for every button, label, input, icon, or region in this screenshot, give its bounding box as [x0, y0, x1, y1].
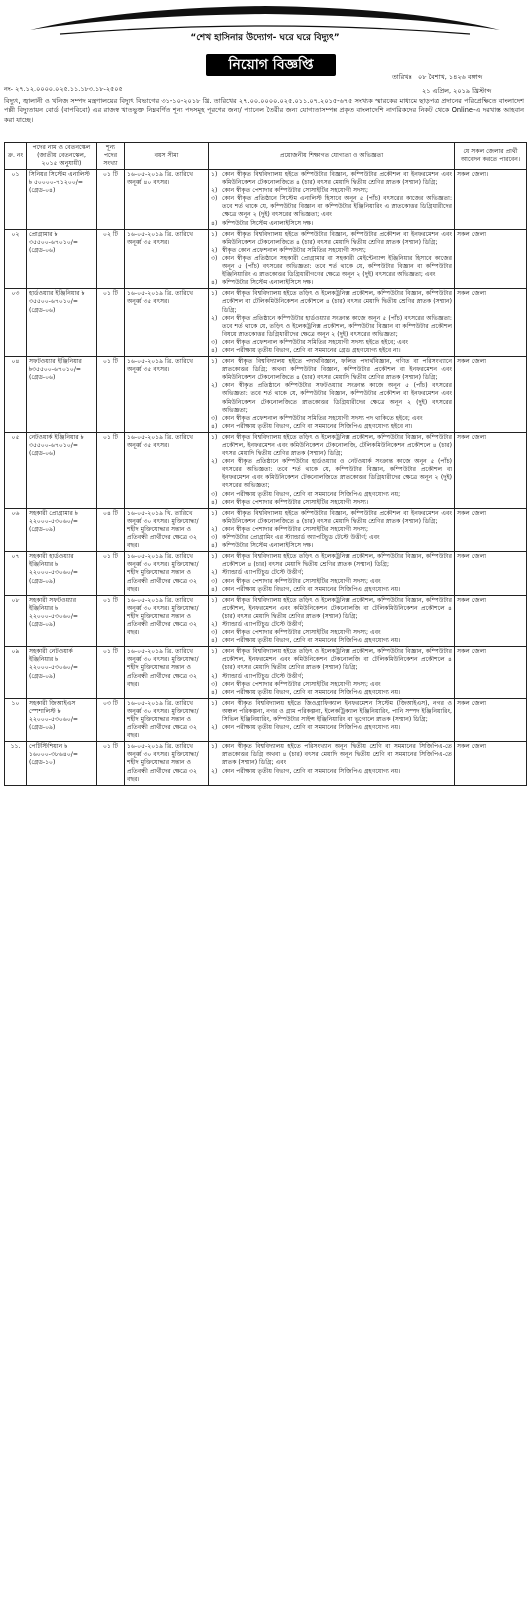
vacancy-count: ০১ টি [97, 357, 125, 433]
table-header-row [5, 143, 527, 170]
age-limit: ১৬-০৫-২০১৯ খ্রি. তারিখে অনূর্ধ্ব ৩৫ বৎসর। [125, 289, 209, 357]
qualification-cell [209, 698, 455, 741]
qualification-item-text: কোন পরীক্ষায় তৃতীয় বিভাগ, শ্রেণি বা সমমানের সিজিপিএ গ্রহণযোগ্য নয়; [222, 490, 401, 498]
post-name-scale: সহকারী সফটওয়্যার ইঞ্জিনিয়ার ৳ ২২০০০-৫৩০৬০/= (গ্রেড-০৯) [27, 595, 97, 647]
qualification-item-text: কোন স্বীকৃত বিশ্ববিদ্যালয় হইতে তড়িৎ ও ইলেকট্রনিক্স প্রকৌশল, কম্পিউটার বিজ্ঞান, কম্পিউটার প্রকৌশল, ইনফরমেশন এবং কমিউনিকেশন টেকনোলজি, টেলিকমিউনিকেশন প্রকৌশলে ৪ (চার) বৎসর মেয়াদি দ্বিতীয় শ্রেণির স্নাতক (সম্মান) ডিগ্রি; [222, 433, 452, 458]
qualification-item-number: ১) [211, 171, 218, 178]
qualification-item-number: ৩) [211, 629, 218, 637]
header-district: যে সকল জেলার প্রার্থী আবেদন করতে পারবেন। [455, 143, 527, 170]
post-name-scale: সহকারী জিআইএস স্পেশালিস্ট ৳ ২২০০০-৫৩০৬০/= (গ্রেড-০৯) [27, 698, 97, 741]
qualification-item-number: ৪) [211, 585, 218, 593]
qualification-item-text: কোন পরীক্ষায় তৃতীয় বিভাগ, শ্রেণি বা সমমানের সিজিপিএ গ্রহণযোগ্য হইবে না। [222, 422, 413, 430]
table-row [5, 170, 527, 230]
qualification-item-number: ২) [211, 767, 218, 775]
vacancy-count: ০২ টি [97, 229, 125, 289]
age-limit: ১৬-০৫-২০১৯ খ্রি. তারিখে অনূর্ধ্ব ৩০ বৎসর। মুক্তিযোদ্ধা/ শহীদ মুক্তিযোদ্ধার সন্তান ও প্রতিবন্ধী প্রার্থীদের ক্ষেত্রে ৩২ বছর। [125, 647, 209, 699]
qualification-item [211, 700, 452, 724]
qualification-item-text: কোন স্বীকৃত পেশাদার কম্পিউটার সোসাইটির সহযোগী সদস্য; এবং [222, 629, 381, 637]
table-row [5, 552, 527, 595]
date-english: ২১ এপ্রিল, ২০১৯ খ্রিস্টাব্দ [422, 87, 492, 95]
qualification-item [211, 569, 452, 577]
qualification-item [211, 724, 452, 732]
post-name-scale: সহকারী হার্ডওয়্যার ইঞ্জিনিয়ার ৳ ২২০০০-৫৩০৬০/= (গ্রেড-০৯) [27, 552, 97, 595]
qualification-item-number: ১) [211, 743, 218, 751]
age-limit: ১৬-০৫-২০১৯ খ্রি. তারিখে অনূর্ধ্ব ৩০ বৎসর। মুক্তিযোদ্ধা/ শহীদ মুক্তিযোদ্ধার সন্তান ও প্রতিবন্ধী প্রার্থীদের ক্ষেত্রে ৩২ বছর। [125, 552, 209, 595]
qualification-item-text: কোন পরীক্ষায় তৃতীয় বিভাগ, শ্রেণি বা সমমানের সিজিপিএ গ্রহণযোগ্য নয়। [222, 767, 401, 775]
qualification-item [211, 597, 452, 621]
qualification-item [211, 247, 452, 255]
qualification-item-text: কোন পরীক্ষায় তৃতীয় বিভাগ, শ্রেণি বা সমমানের সিজিপিএ গ্রহণযোগ্য নয়। [222, 637, 401, 645]
vacancy-count: ০১ টি [97, 647, 125, 699]
qualification-item-text: কোন পরীক্ষায় তৃতীয় বিভাগ, শ্রেণি বা সমমানের সিজিপিএ গ্রহণযোগ্য নয়। [222, 724, 401, 732]
qualification-item [211, 491, 452, 499]
qualification-item-number: ২) [211, 246, 218, 254]
qualification-item-number: ৩) [211, 414, 218, 422]
qualification-item-number: ৪) [211, 498, 218, 506]
age-limit: ১৬-০৫-২০১৯ খ্রি. তারিখে অনূর্ধ্ব ৪০ বৎসর। [125, 170, 209, 230]
qualification-cell [209, 742, 455, 785]
qualification-item [211, 534, 452, 542]
qualification-item [211, 195, 452, 219]
post-name-scale: সহকারী প্রোগ্রামার ৳ ২২০০০-৫৩০৬০/= (গ্রেড-০৯) [27, 508, 97, 551]
qualification-item [211, 279, 452, 287]
age-limit: ১৬-০৫-২০১৯ খ্রি. তারিখে অনূর্ধ্ব ৩৫ বৎসর। [125, 357, 209, 433]
eligible-districts: সকল জেলা [455, 647, 527, 699]
qualification-item [211, 171, 452, 187]
qualification-item [211, 347, 452, 355]
qualification-item [211, 586, 452, 594]
qualification-item-number: ৩) [211, 680, 218, 688]
qualification-item-text: স্বীকৃত কোন প্রফেশনাল কম্পিউটার সমিতির সহযোগী সদস্য; [222, 246, 366, 254]
row-number: ০৮ [5, 595, 27, 647]
qualification-item-text: স্ট্যান্ডার্ড এ্যাপটিচুড টেস্টে উত্তীর্ণ; [222, 569, 304, 577]
qualification-item [211, 382, 452, 414]
table-row [5, 595, 527, 647]
qualification-item-number: ২) [211, 724, 218, 732]
memo-number: নং- ২৭.১২.০০০০.০২৫.১১.১৮৩.১৮-২৫০৫ [4, 85, 123, 93]
vacancy-count: ০১ টি [97, 742, 125, 785]
qualification-cell [209, 170, 455, 230]
qualification-item-number: ১) [211, 648, 218, 656]
qualification-item-text: কোন স্বীকৃত প্রফেশনাল কম্পিউটার সমিতির সহযোগী সদস্য পদ থাকিতে হইবে; এবং [222, 414, 423, 422]
qualification-item-number: ১) [211, 553, 218, 561]
post-name-scale: হার্ডওয়্যার ইঞ্জিনিয়ার ৳ ৩৫৫০০-৬৭০১০/= (গ্রেড-০৬) [27, 289, 97, 357]
vacancy-count: ০১ টি [97, 552, 125, 595]
qualification-item-number: ৪) [211, 542, 218, 550]
age-limit: ১৬-০৫-২০১৯ খ্রি. তারিখে অনূর্ধ্ব ৩০ বৎসর। মুক্তিযোদ্ধা/ শহীদ মুক্তিযোদ্ধার সন্তান ও প্রতিবন্ধী প্রার্থীদের ক্ষেত্রে ৩২ বছর। [125, 742, 209, 785]
qualification-item-number: ১) [211, 230, 218, 238]
eligible-districts: সকল জেলা [455, 698, 527, 741]
qualification-cell [209, 595, 455, 647]
table-row [5, 229, 527, 289]
eligible-districts: সকল জেলা [455, 432, 527, 508]
age-limit: ১৬-০৫-২০১৯ খ্রি. তারিখে অনূর্ধ্ব ৩০ বৎসর। মুক্তিযোদ্ধা/ শহীদ মুক্তিযোদ্ধার সন্তান ও প্রতিবন্ধী প্রার্থীদের ক্ষেত্রে ৩২ বছর। [125, 698, 209, 741]
table-row [5, 432, 527, 508]
qualification-item-text: কোন স্বীকৃত প্রফেশনাল কম্পিউটার সমিতির সহযোগী সদস্য হইতে হইবে; এবং [222, 338, 408, 346]
eligible-districts: সকল জেলা। [455, 170, 527, 230]
qualification-item-number: ২) [211, 525, 218, 533]
qualification-item [211, 648, 452, 672]
qualification-cell [209, 289, 455, 357]
qualification-item-number: ২) [211, 458, 218, 466]
row-number: ০৫ [5, 432, 27, 508]
qualification-item [211, 499, 452, 507]
qualification-item [211, 542, 452, 550]
vacancy-count: ০৪ টি [97, 508, 125, 551]
qualification-item-text: কম্পিউটার প্রোগ্রামিং এর স্ট্যান্ডার্ড অ্যাপটিচুড টেস্টে উত্তীর্ণ; এবং [222, 534, 380, 542]
vacancy-count: ০৩ টি [97, 698, 125, 741]
qualification-item [211, 673, 452, 681]
qualification-item [211, 358, 452, 382]
qualification-item-text: কোন স্বীকৃত বিশ্ববিদ্যালয় হইতে কম্পিউটার বিজ্ঞান, কম্পিউটার প্রকৌশল বা ইনফরমেশন এবং কমিউনিকেশন টেকনোলজিতে ৪ (চার) বৎসর মেয়াদি দ্বিতীয় শ্রেণির স্নাতক (সম্মান) ডিগ্রি; [222, 509, 452, 525]
qualification-cell [209, 432, 455, 508]
qualification-item-text: কোন স্বীকৃত প্রতিষ্ঠানে কম্পিউটার হার্ডওয়্যার ও নেটওয়ার্ক সংক্রান্ত কাজে অনূন ৫ (পাঁচ) বৎসরের অভিজ্ঞতা: তবে শর্ত থাকে যে, কম্পিউটার বিজ্ঞান, কম্পিউটার প্রকৌশল বা ইনফরমেশন এবং কমিউনিকেশন টেকনোলজিতে স্নাতকোত্তর ডিগ্রিধারীদের ক্ষেত্রে অনূন ২ (দুই) বৎসরের অভিজ্ঞতা; [222, 458, 452, 490]
age-limit: ১৬-০৫-২০১৯ খ্রি. তারিখে অনূর্ধ্ব ৩৫ বৎসর। [125, 229, 209, 289]
qualification-item [211, 458, 452, 490]
table-row [5, 508, 527, 551]
qualification-item-text: কোন স্বীকৃত বিশ্ববিদ্যালয় হইতে কম্পিউটার বিজ্ঞান, কম্পিউটার প্রকৌশল বা ইনফরমেশন এবং কমিউনিকেশন টেকনোলজিতে ৪ (চার) বৎসর মেয়াদি দ্বিতীয় শ্রেণির স্নাতক (সম্মান) ডিগ্রি; [222, 171, 452, 187]
qualification-cell [209, 229, 455, 289]
qualification-item-text: স্ট্যান্ডার্ড এ্যাপটিচুড টেস্টে উত্তীর্ণ; [222, 672, 304, 680]
row-number: ০২ [5, 229, 27, 289]
qualification-item-text: কোন স্বীকৃত পেশাদার কম্পিউটার সোসাইটির সহযোগী সদস্য; [222, 187, 369, 195]
qualification-item-number: ৪) [211, 346, 218, 354]
row-number: ০৬ [5, 508, 27, 551]
qualification-item-number: ১) [211, 699, 218, 707]
qualification-item [211, 637, 452, 645]
post-name-scale: সহকারী নেটওয়ার্ক ইঞ্জিনিয়ার ৳ ২২০০০-৫৩০৬০/= (গ্রেড-০৯) [27, 647, 97, 699]
qualification-item [211, 415, 452, 423]
eligible-districts: সকল জেলা [455, 508, 527, 551]
qualification-item-number: ৩) [211, 338, 218, 346]
qualification-item-text: কোন স্বীকৃত পেশাদার কম্পিউটার সোসাইটির সহযোগী সদস্য; এবং [222, 680, 381, 688]
vacancy-count: ০১ টি [97, 170, 125, 230]
qualification-item-text: কোন স্বীকৃত পেশাদার কম্পিউটার সোসাইটির সহযোগী সদস্য; [222, 525, 369, 533]
post-name-scale: নেটওয়ার্ক ইঞ্জিনিয়ার ৳ ৩৫৫০০-৬৭০১০/= (গ্রেড-০৬) [27, 432, 97, 508]
qualification-item-number: ২) [211, 382, 218, 390]
table-row [5, 289, 527, 357]
qualification-item [211, 231, 452, 247]
eligible-districts: সকল জেলা [455, 357, 527, 433]
qualification-item-text: কোন স্বীকৃত বিশ্ববিদ্যালয় হইতে তড়িৎ ও ইলেকট্রনিক্স প্রকৌশল, কম্পিউটার বিজ্ঞান, কম্পিউটার প্রকৌশলে ৪ (চার) বৎসর মেয়াদি দ্বিতীয় শ্রেণির স্নাতক (সম্মান) ডিগ্রি; [222, 553, 452, 569]
table-body [5, 170, 527, 786]
eligible-districts: সকল জেলা [455, 595, 527, 647]
qualification-item-text: কোন স্বীকৃত বিশ্ববিদ্যালয় হইতে পদার্থবিজ্ঞান, ফলিত পদার্থবিজ্ঞান, গণিত বা পরিসংখ্যানে স্নাতকোত্তর ডিগ্রি; অথবা কম্পিউটার বিজ্ঞান, কম্পিউটার প্রকৌশল বা ইনফরমেশন এবং কমিউনিকেশন টেকনোলজিতে ৪ (চার) বৎসর মেয়াদি দ্বিতীয় শ্রেণির স্নাতক (সম্মান) ডিগ্রি; [222, 358, 452, 382]
table-row [5, 698, 527, 741]
qualification-item [211, 681, 452, 689]
qualification-item-number: ৩) [211, 254, 218, 262]
table-row [5, 357, 527, 433]
table-row [5, 647, 527, 699]
row-number: ০৭ [5, 552, 27, 595]
page-title: নিয়োগ বিজ্ঞপ্তি [206, 54, 336, 76]
qualification-item-text: কোন স্বীকৃত বিশ্ববিদ্যালয় হইতে তড়িৎ ও ইলেকট্রনিক্স প্রকৌশল, কম্পিউটার বিজ্ঞান, কম্পিউটার প্রকৌশল, ইনফরমেশন এবং কমিউনিকেশন টেকনোলজি বা টেলিকমিউনিকেশন প্রকৌশলে ৪ (চার) বৎসর মেয়াদি দ্বিতীয় শ্রেণির স্নাতক (সম্মান) ডিগ্রি; [222, 648, 452, 672]
qualification-item-text: কম্পিউটার সিস্টেম এনালাইসিসে দক্ষ। [222, 219, 314, 227]
eligible-districts: সকল জেলা [455, 552, 527, 595]
row-number: ০৩ [5, 289, 27, 357]
qualification-item-number: ৪) [211, 688, 218, 696]
qualification-item-number: ১) [211, 509, 218, 517]
qualification-item-number: ১) [211, 596, 218, 604]
qualification-item-text: কোন পরীক্ষায় তৃতীয় বিভাগ, শ্রেণি বা সমমানের গ্রেড গ্রহণযোগ্য হইবে না। [222, 346, 401, 354]
qualification-item [211, 689, 452, 697]
qualification-item-number: ১) [211, 433, 218, 441]
row-number: ০১ [5, 170, 27, 230]
qualification-item-text: কোন স্বীকৃত পেশাদার কম্পিউটার সোসাইটির সহযোগী সদস্য; এবং [222, 577, 381, 585]
qualification-cell [209, 508, 455, 551]
qualification-item-number: ৪) [211, 219, 218, 227]
qualification-item-number: ৩) [211, 195, 218, 203]
qualification-item [211, 510, 452, 526]
qualification-item-number: ১) [211, 358, 218, 366]
qualification-item-text: কোন পরীক্ষায় তৃতীয় বিভাগ, শ্রেণি বা সমমানের সিজিপিএ গ্রহণযোগ্য নয়। [222, 688, 401, 696]
table-row [5, 742, 527, 785]
qualification-item-number: ২) [211, 187, 218, 195]
qualification-item [211, 553, 452, 569]
qualification-item-number: ৩) [211, 534, 218, 542]
qualification-item-number: ২) [211, 569, 218, 577]
age-limit: ১৬-০৫-২০১৯ খ্রি. তারিখে অনূর্ধ্ব ৩৫ বৎসর। [125, 432, 209, 508]
vacancy-table [4, 142, 527, 786]
vacancy-count: ০১ টি [97, 432, 125, 508]
row-number: ০৪ [5, 357, 27, 433]
qualification-item-number: ২) [211, 314, 218, 322]
qualification-item [211, 290, 452, 314]
qualification-item-text: কোন স্বীকৃত প্রতিষ্ঠানে সহকারী প্রোগ্রামার বা সহকারী মেইন্টেন্যান্স ইঞ্জিনিয়ার হিসাবে কাজের অনূন ৫ (পাঁচ) বৎসরের অভিজ্ঞতা: তবে শর্ত থাকে যে, কম্পিউটার বিজ্ঞান বা কম্পিউটার ইঞ্জিনিয়ারিং এ স্নাতকোত্তর ডিগ্রিধারীগণের ক্ষেত্রে অনূন ২ (দুই) বৎসরের অভিজ্ঞতা; এবং [222, 254, 452, 279]
post-name-scale: পেটিস্টিশিয়ান ৳ ১৬০০০-৩৮৬৪০/= (গ্রেড-১০) [27, 742, 97, 785]
qualification-item [211, 220, 452, 228]
qualification-item [211, 743, 452, 767]
header-vacancy: শূন্য পদের সংখ্যা [97, 143, 125, 170]
slogan-text: “শেখ হাসিনার উদ্যোগ- ঘরে ঘরে বিদ্যুৎ” [190, 33, 340, 43]
qualification-item [211, 423, 452, 431]
qualification-item-text: কোন স্বীকৃত বিশ্ববিদ্যালয় হইতে জিওগ্রাফিক্যাল ইনফরমেশন সিস্টেম (জিআইএস), নগর ও অঞ্চল পরিকল্পনা, নগর ও গ্রাম পরিকল্পনা, ইলেকট্রিক্যাল ইঞ্জিনিয়ারিং, পানি সম্পদ ইঞ্জিনিয়ারিং, সিভিল ইঞ্জিনিয়ারিং, কম্পিউটার সাইন্স ইঞ্জিনিয়ারিং বা ভূগোলে স্নাতক (সম্মান) ডিগ্রি; [222, 699, 452, 723]
eligible-districts: সকল জেলা [455, 229, 527, 289]
post-name-scale: প্রোগ্রামার ৳ ৩৫৫০০-৬৭০১০/= (গ্রেড-০৬) [27, 229, 97, 289]
qualification-item [211, 339, 452, 347]
qualification-item-text: কোন পরীক্ষায় তৃতীয় বিভাগ, শ্রেণি বা সমমানের সিজিপিএ গ্রহণযোগ্য নয়। [222, 585, 401, 593]
qualification-cell [209, 647, 455, 699]
qualification-item-text: কম্পিউটার সিস্টেম এনালাইসিসে দক্ষ। [222, 542, 314, 550]
qualification-cell [209, 552, 455, 595]
age-limit: ১৬-০৫-২০১৯ খি. তারিখে অনূর্ধ্ব ৩০ বৎসর। মুক্তিযোদ্ধা/ শহীদ মুক্তিযোদ্ধার সন্তান ও প্রতিবন্ধী প্রার্থীদের ক্ষেত্রে ৩২ বছর। [125, 508, 209, 551]
post-name-scale: সিনিয়র সিস্টেম এনালিস্ট ৳ ৫০০০০-৭১২০০/= (গ্রেড-০৪) [27, 170, 97, 230]
qualification-item [211, 578, 452, 586]
qualification-item [211, 526, 452, 534]
intro-paragraph: বিদ্যুৎ, জ্বালানী ও খনিজ সম্পদ মন্ত্রণালয়ের বিদ্যুৎ বিভাগের ৩১-১০-২০১৮ খ্রি. তারিখের ২৭.০০.০০০০.০২৫.০১১.০৭.২০১৫-৬৭৫ সংখ্যক স্মারকের মাধ্যমে ছাড়পত্র প্রদানের পরিপ্রেক্ষিতে বাংলাদেশ পল্লী বিদ্যুতায়ন বোর্ড (বাপবিবো) এর রাজস্ব খাতভুক্ত নিম্নবর্ণিত শূন্য পদসমূহ পূরণের জন্য/ প্যানেল তৈরীর জন্য যোগ্যতাসম্পন্ন প্রকৃত বাংলাদেশি নাগরিকদের নিকট থেকে Online-এ দরখাস্ত আহবান করা যাচ্ছে। [4, 97, 524, 124]
date-label: তারিখঃ [392, 73, 412, 81]
qualification-item [211, 621, 452, 629]
qualification-item-number: ৩) [211, 577, 218, 585]
row-number: ১০ [5, 698, 27, 741]
qualification-item-text: কোন স্বীকৃত প্রতিষ্ঠানে কম্পিউটার হার্ডওয়্যার সংক্রান্ত কাজে অনূন ৫ (পাঁচ) বৎসরের অভিজ্ঞতা: তবে শর্ত থাকে যে, তড়িৎ ও ইলেকট্রনিক্স প্রকৌশল, কম্পিউটার বিজ্ঞান বা কম্পিউটার প্রকৌশল বিষয়ে স্নাতকোত্তর ডিগ্রিধারীদের ক্ষেত্রে অনূন ২ (দুই) বৎসরের অভিজ্ঞতা; [222, 314, 452, 338]
row-number: ১১. [5, 742, 27, 785]
header-banner [0, 0, 530, 62]
header-age: বয়স সীমা [125, 143, 209, 170]
qualification-item-text: কম্পিউটার সিস্টেম এনালাইসিসে দক্ষ। [222, 279, 314, 287]
header-post: পদের নাম ও বেতনস্কেল (জাতীয় বেতনস্কেল, ২০১৫ অনুযায়ী) [27, 143, 97, 170]
header-no: ক্র. নং [5, 143, 27, 170]
qualification-item-number: ২) [211, 620, 218, 628]
vacancy-count: ০১ টি [97, 595, 125, 647]
eligible-districts: সকল জেলা [455, 289, 527, 357]
qualification-item-number: ৪) [211, 637, 218, 645]
eligible-districts: সকল জেলা [455, 742, 527, 785]
qualification-item-number: ১) [211, 290, 218, 298]
age-limit: ১৬-০৫-২০১৯ খ্রি. তারিখে অনূর্ধ্ব ৩০ বৎসর। মুক্তিযোদ্ধা/ শহীদ মুক্তিযোদ্ধার সন্তান ও প্রতিবন্ধী প্রার্থীদের ক্ষেত্রে ৩২ বছর। [125, 595, 209, 647]
qualification-item-number: ৪) [211, 422, 218, 430]
header-qualification: প্রয়োজনীয় শিক্ষাগত যোগ্যতা ও অভিজ্ঞতা [209, 143, 455, 170]
qualification-item-text: কোন স্বীকৃত প্রতিষ্ঠানে কম্পিউটার সফটওয়্যার সংক্রান্ত কাজে অনূন ৫ (পাঁচ) বৎসরের অভিজ্ঞতা: তবে শর্ত থাকে যে, কম্পিউটার বিজ্ঞান, কম্পিউটার প্রকৌশল বা ইনফরমেশন এবং কমিউনিকেশন টেকনোলজিতে স্নাতকোত্তর ডিগ্রিধারীদের ক্ষেত্রে অনূন ২ (দুই) বৎসরের অভিজ্ঞতা; [222, 382, 452, 414]
qualification-item-text: কোন স্বীকৃত বিশ্ববিদ্যালয় হইতে তড়িৎ ও ইলেকট্রনিক্স প্রকৌশল, কম্পিউটার বিজ্ঞান, কম্পিউটার প্রকৌশল, ইনফরমেশন এবং কমিউনিকেশন টেকনোলজি বা টেলিকমিউনিকেশন প্রকৌশলে ৪ (চার) বৎসর মেয়াদি দ্বিতীয় শ্রেণির স্নাতক (সম্মান) ডিগ্রি; [222, 596, 452, 620]
qualification-item-number: ৪) [211, 279, 218, 287]
qualification-item-text: কোন স্বীকৃত বিশ্ববিদ্যালয় হইতে তড়িৎ ও ইলেকট্রনিক্স প্রকৌশল, কম্পিউটার বিজ্ঞান, কম্পিউটার প্রকৌশল বা টেলিকমিউনিকেশন প্রকৌশলে ৪ (চার) বৎসর মেয়াদি দ্বিতীয় শ্রেণির স্নাতক (সম্মান) ডিগ্রি; [222, 290, 452, 314]
qualification-item-text: কোন স্বীকৃত বিশ্ববিদ্যালয় হইতে পরিসংখ্যান অনূন দ্বিতীয় শ্রেণি বা সমমানের সিজিপিএ-তে স্নাতকোত্তর ডিগ্রি অথবা ৪ (চার) বৎসর মেয়াদি অনূন দ্বিতীয় শ্রেণি বা সমমানের সিজিপিএ-তে স্নাতক (সম্মান) ডিগ্রি; এবং [222, 743, 452, 767]
qualification-item-text: কোন স্বীকৃত বিশ্ববিদ্যালয় হইতে কম্পিউটার বিজ্ঞান, কম্পিউটার প্রকৌশল বা ইনফরমেশন এবং কমিউনিকেশন টেকনোলজিতে ৪ (চার) বৎসর মেয়াদি দ্বিতীয় শ্রেণির স্নাতক (সম্মান) ডিগ্রি; [222, 230, 452, 246]
vacancy-count: ০১ টি [97, 289, 125, 357]
qualification-item [211, 629, 452, 637]
row-number: ০৯ [5, 647, 27, 699]
qualification-item-number: ২) [211, 672, 218, 680]
qualification-item-number: ৩) [211, 490, 218, 498]
qualification-item-text: কোন স্বীকৃত প্রতিষ্ঠানে সিস্টেম এনালিস্ট হিসাবে অনূন ৫ (পাঁচ) বৎসরের কাজের অভিজ্ঞতা: তবে শর্ত থাকে যে, কম্পিউটার বিজ্ঞান বা কম্পিউটার ইঞ্জিনিয়ারিং এ স্নাতকোত্তর ডিগ্রিধারীদের ক্ষেত্রে অনূন ২ (দুই) বৎসরের অভিজ্ঞতা; এবং [222, 195, 452, 219]
qualification-item-text: স্ট্যান্ডার্ড এ্যাপটিচুড টেস্টে উত্তীর্ণ; [222, 620, 304, 628]
qualification-item [211, 768, 452, 776]
qualification-cell [209, 357, 455, 433]
qualification-item [211, 434, 452, 458]
qualification-item [211, 315, 452, 339]
qualification-item-text: কোন স্বীকৃত পেশাদার কম্পিউটার সোসাইটির সহযোগী সদস্য। [222, 498, 369, 506]
post-name-scale: সফটওয়্যার ইঞ্জিনিয়ার ৳৩৫৫০০-৬৭০১০/= (গ্রেড-০৬) [27, 357, 97, 433]
date-bangla: ০৮ বৈশাখ, ১৪২৬ বঙ্গাব্দ [418, 73, 483, 81]
qualification-item [211, 255, 452, 279]
